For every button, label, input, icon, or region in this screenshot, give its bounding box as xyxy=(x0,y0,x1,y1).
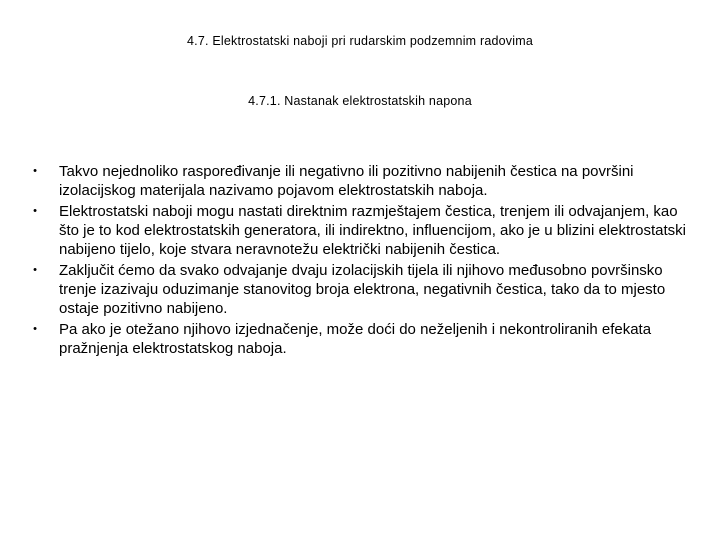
bullet-text: Takvo nejednoliko raspoređivanje ili negativno ili pozitivno nabijenih čestica na površini izolacijskog materijala nazivamo pojavom elektrostatskih naboja. xyxy=(59,163,634,199)
bullet-text: Elektrostatski naboji mogu nastati direktnim razmještajem čestica, trenjem ili odvajanjem, kao što je to kod elektrostatskih generatora, ili indirektno, influencijom, ako je u blizini elektrostatski nabijeno tijelo, koje stvara neravnotežu električki nabijenih čestica. xyxy=(59,203,686,258)
bullet-icon: • xyxy=(33,165,37,177)
bullet-icon: • xyxy=(33,264,37,276)
bullet-item xyxy=(30,261,690,318)
bullet-item xyxy=(30,202,690,259)
section-subtitle: 4.7.1. Nastanak elektrostatskih napona xyxy=(248,94,472,108)
bullet-text: Zaključit ćemo da svako odvajanje dvaju izolacijskih tijela ili njihovo međusobno površinsko trenje izazivaju oduzimanje stanovitog broja elektrona, negativnih čestica, tako da to mjesto ostaje pozitivno nabijeno. xyxy=(59,262,666,317)
bullet-icon: • xyxy=(33,205,37,217)
bullet-list xyxy=(30,162,690,360)
bullet-text: Pa ako je otežano njihovo izjednačenje, može doći do neželjenih i nekontroliranih efekata pražnjenja elektrostatskog naboja. xyxy=(59,321,652,357)
bullet-icon: • xyxy=(33,323,37,335)
bullet-item xyxy=(30,320,690,358)
slide-title: 4.7. Elektrostatski naboji pri rudarskim podzemnim radovima xyxy=(187,34,533,48)
bullet-item xyxy=(30,162,690,200)
